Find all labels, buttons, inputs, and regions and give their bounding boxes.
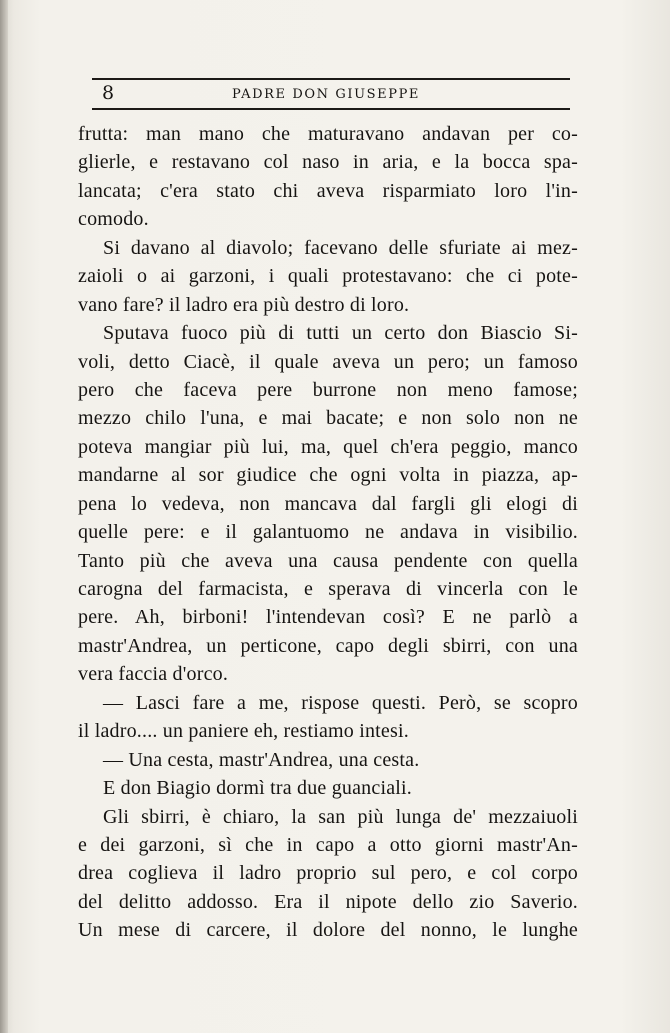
text-line: carogna del farmacista, e sperava di vincerla con le (78, 578, 578, 600)
text-line: mastr'Andrea, un perticone, capo degli sbirri, con una (78, 634, 578, 657)
binding-edge (0, 0, 8, 1033)
text-line: glierle, e restavano col naso in aria, e la bocca spa- (78, 151, 578, 174)
text-line: zaioli o ai garzoni, i quali protestavano: che ci pote- (78, 265, 578, 288)
text-line: poteva mangiar più lui, ma, quel ch'era peggio, manco (78, 435, 578, 458)
text-line: pena lo vedeva, non mancava dal fargli gli elogi di (78, 492, 578, 515)
text-line: mezzo chilo l'una, e mai bacate; e non solo non ne (78, 407, 578, 430)
text-line: mandarne al sor giudice che ogni volta in piazza, ap- (78, 464, 578, 487)
text-line: Un mese di carcere, il dolore del nonno, le lunghe (78, 919, 578, 942)
text-line: quelle pere: e il galantuomo ne andava in visibilio. (78, 521, 578, 544)
text-line: del delitto addosso. Era il nipote dello zio Saverio. (78, 890, 578, 913)
text-line: — Una cesta, mastr'Andrea, una cesta. (103, 748, 420, 771)
text-line: — Lasci fare a me, rispose questi. Però, se scopro (103, 691, 578, 714)
text-line: e dei garzoni, sì che in capo a otto giorni mastr'An- (78, 833, 578, 856)
header-bottom-rule (92, 108, 570, 110)
text-line: comodo. (78, 208, 149, 231)
text-line: il ladro.... un paniere eh, restiamo intesi. (78, 720, 409, 743)
text-line: voli, detto Ciacè, il quale aveva un pero; un famoso (78, 350, 578, 373)
text-line: pero che faceva pere burrone non meno famose; (78, 378, 578, 401)
page-header (92, 78, 570, 110)
text-line: Si davano al diavolo; facevano delle sfuriate ai mez- (103, 236, 578, 259)
body-text (78, 120, 578, 945)
text-line: vano fare? il ladro era più destro di loro. (78, 293, 410, 316)
text-line: Gli sbirri, è chiaro, la san più lunga de' mezzaiuoli (103, 805, 578, 828)
text-line: frutta: man mano che maturavano andavan per co- (78, 123, 578, 145)
running-head: PADRE DON GIUSEPPE (232, 87, 421, 102)
text-line: drea coglieva il ladro proprio sul pero, e col corpo (78, 862, 578, 885)
text-line: vera faccia d'orco. (78, 663, 229, 686)
header-top-rule (92, 78, 570, 80)
text-line: lancata; c'era stato chi aveva risparmiato loro l'in- (78, 179, 578, 202)
text-line: pere. Ah, birboni! l'intendevan così? E ne parlò a (78, 606, 578, 629)
text-line: E don Biagio dormì tra due guanciali. (103, 777, 412, 800)
text-line: Tanto più che aveva una causa pendente con quella (78, 549, 578, 572)
page-number: 8 (102, 82, 115, 104)
text-line: Sputava fuoco più di tutti un certo don Biascio Si- (103, 322, 578, 345)
